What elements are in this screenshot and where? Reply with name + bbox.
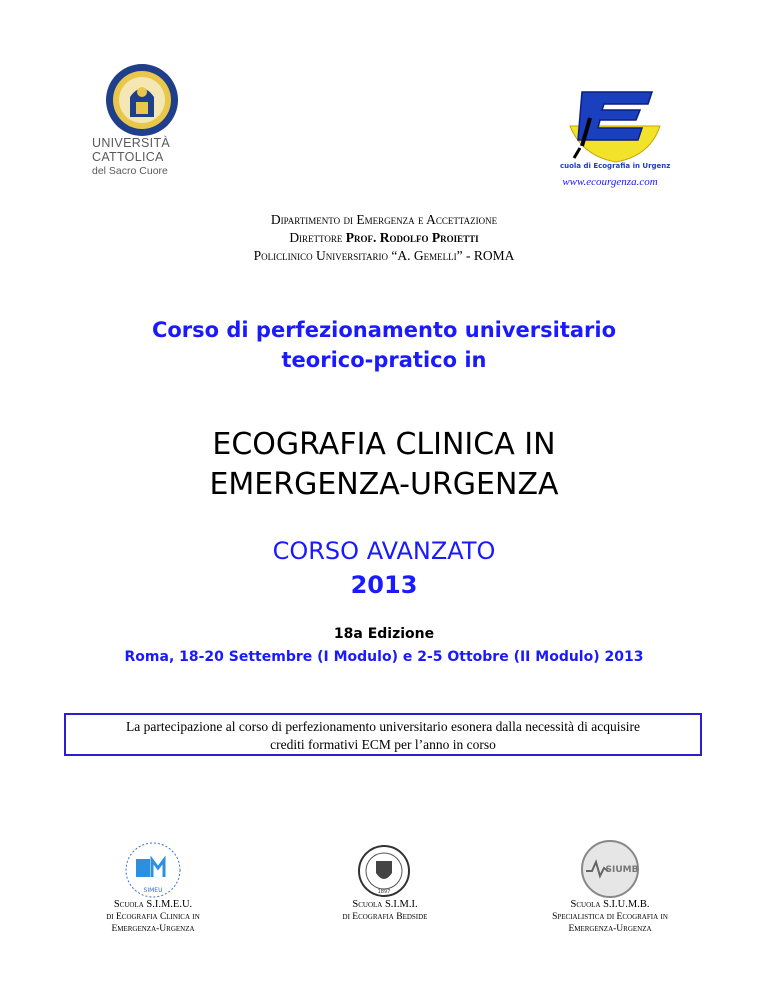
course-title-line1: Corso di perfezionamento universitario bbox=[151, 318, 617, 342]
school-simi bbox=[310, 899, 460, 923]
ucsc-line1: UNIVERSITÀ bbox=[92, 136, 171, 150]
simeu-logo-text: SIMEU bbox=[143, 887, 163, 894]
ucsc-line2: CATTOLICA bbox=[92, 150, 164, 164]
school-siumb bbox=[535, 899, 685, 935]
siumb-logo-text: SIUMB bbox=[605, 865, 639, 875]
ucsc-wordmark bbox=[92, 136, 212, 178]
department-header bbox=[0, 211, 768, 265]
advanced-course-heading bbox=[0, 534, 768, 602]
ecm-notice-box bbox=[64, 713, 702, 756]
course-title-line2: teorico-pratico in bbox=[281, 348, 487, 372]
simeu-logo bbox=[108, 840, 198, 900]
school-simeu-line2: di Ecografia Clinica in bbox=[106, 912, 200, 922]
school-simi-name: Scuola S.I.M.I. bbox=[352, 899, 418, 910]
director-name: Prof. Rodolfo Proietti bbox=[345, 230, 479, 245]
edition-label: 18a Edizione bbox=[333, 626, 435, 642]
eco-school-website[interactable]: www.ecourgenza.com bbox=[562, 176, 658, 188]
school-siumb-line3: Emergenza-Urgenza bbox=[568, 924, 652, 934]
department-line1: Dipartimento di Emergenza e Accettazione bbox=[270, 212, 498, 227]
simi-logo bbox=[355, 843, 413, 899]
school-siumb-name: Scuola S.I.U.M.B. bbox=[570, 899, 650, 910]
eco-school-caption: Scuola di Ecografia in Urgenza bbox=[560, 162, 670, 170]
simi-logo-text: 1897 bbox=[377, 889, 391, 895]
school-simeu-name: Scuola S.I.M.E.U. bbox=[113, 899, 193, 910]
school-siumb-line2: Specialistica di Ecografia in bbox=[552, 912, 668, 922]
ecm-notice-line2: crediti formativi ECM per l’anno in corso bbox=[270, 737, 496, 752]
main-title-line1: ECOGRAFIA CLINICA IN bbox=[212, 427, 556, 462]
main-title bbox=[0, 425, 768, 505]
course-dates: Roma, 18-20 Settembre (I Modulo) e 2-5 Ottobre (II Modulo) 2013 bbox=[124, 649, 644, 665]
school-simeu bbox=[78, 899, 228, 935]
director-label: Direttore bbox=[289, 230, 343, 245]
department-line2 bbox=[0, 229, 768, 247]
advanced-line1: CORSO AVANZATO bbox=[272, 537, 496, 565]
school-simi-line2: di Ecografia Bedside bbox=[342, 912, 428, 922]
school-simeu-line3: Emergenza-Urgenza bbox=[111, 924, 195, 934]
eco-school-logo bbox=[560, 88, 670, 172]
advanced-line2: 2013 bbox=[350, 571, 418, 599]
ecm-notice-line1: La partecipazione al corso di perfezionamento universitario esonera dalla necessità di acquisire bbox=[126, 719, 640, 734]
ucsc-line3: del Sacro Cuore bbox=[92, 165, 168, 177]
course-title bbox=[0, 315, 768, 375]
siumb-logo bbox=[578, 838, 642, 900]
main-title-line2: EMERGENZA-URGENZA bbox=[209, 467, 559, 502]
department-line3: Policlinico Universitario “A. Gemelli” - ROMA bbox=[253, 248, 515, 263]
